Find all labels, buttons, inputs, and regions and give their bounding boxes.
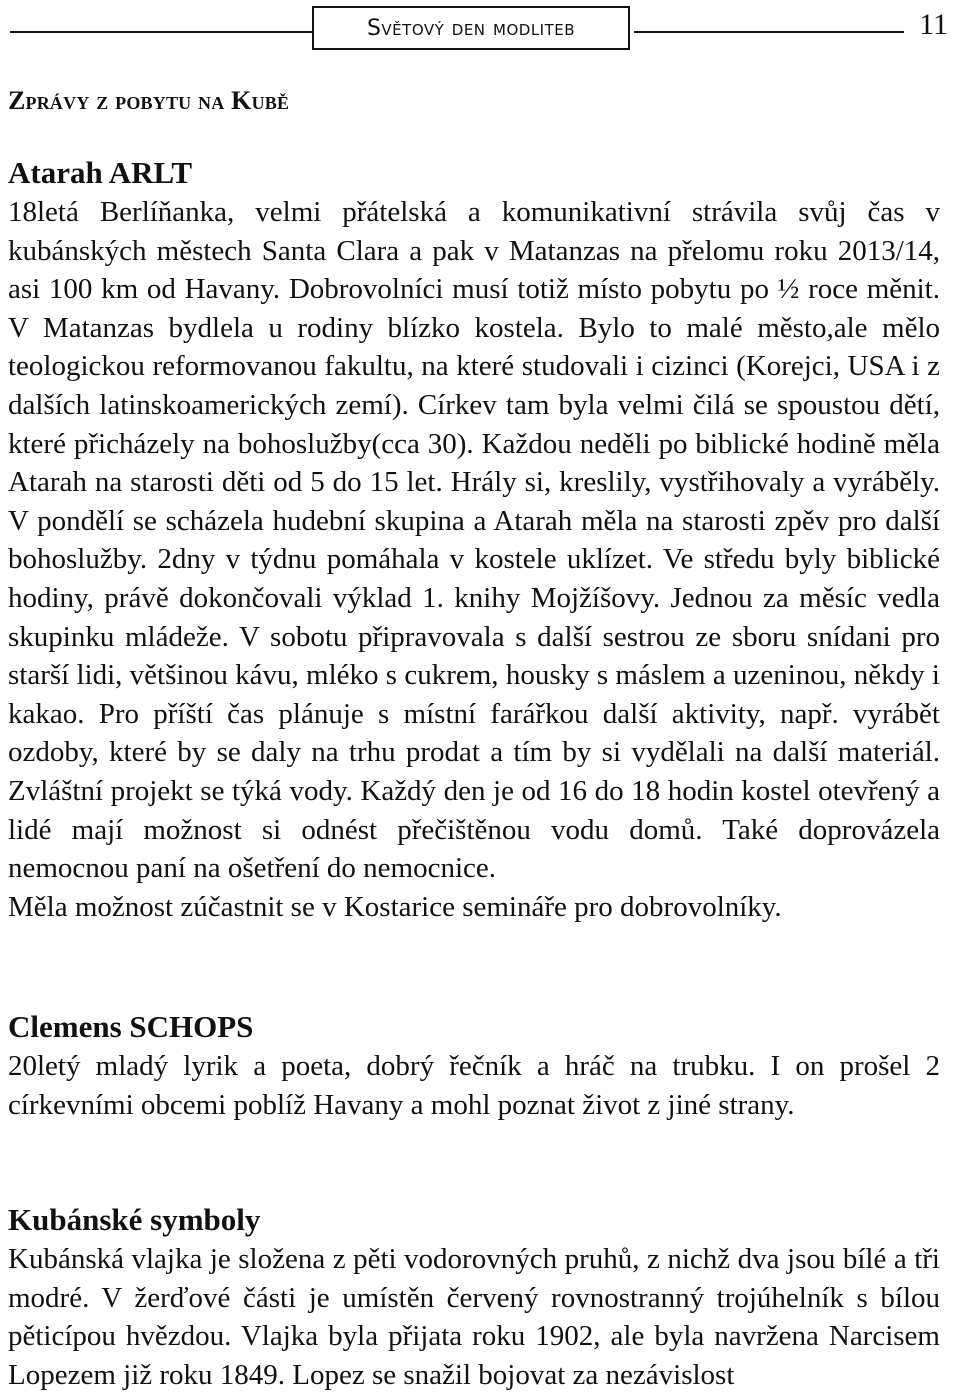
article-paragraph: 18letá Berlíňanka, velmi přátelská a komunikativní strávila svůj čas v kubánských městech Santa Clara a pak v Matanzas na přelomu roku 2013/14, asi 100 km od Havany. Dobrovolníci musí totiž místo pobytu po ½ roce měnit. V Matanzas bydlela u rodiny blízko kostela. Bylo to malé město,ale mělo teologickou reformovanou fakultu, na které studovali i cizinci (Korejci, USA i z dalších latinskoamerických zemí). Církev tam byla velmi čilá se spoustou dětí, které přicházely na bohoslužby(cca 30). Každou neděli po biblické hodině měla Atarah na starosti děti od 5 do 15 let. Hrály si, kreslily, vystřihovaly a vyráběly. V pondělí se scházela hudební skupina a Atarah měla na starosti zpěv pro další bohoslužby. 2dny v týdnu pomáhala v kostele uklízet. Ve středu byly biblické hodiny, právě dokončovali výklad 1. knihy Mojžíšovy. Jednou za měsíc vedla skupinku mládeže. V sobotu připravovala s další sestrou ze sboru snídani pro starší lidi, většinou kávu, mléko s cukrem, housky s máslem a uzeninou, někdy i kakao. Pro příští čas plánuje s místní farářkou další aktivity, např. vyrábět ozdoby, které by se daly na trhu prodat a tím by si vydělali na další materiál. Zvláštní projekt se týká vody. Každý den je od 16 do 18 hodin kostel otevřený a lidé mají možnost si odnést přečištěnou vodu domů. Také doprovázela nemocnou paní na ošetření do nemocnice.	[8, 196, 940, 885]
article-paragraph: Kubánská vlajka je složena z pěti vodorovných pruhů, z nichž dva jsou bílé a tři modré. V žerďové části je umístěn červený rovnostranný trojúhelník s bílou pěticípou hvězdou. Vlajka byla přijata roku 1902, ale byla navržena Narcisem Lopezem již roku 1849. Lopez se snažil bojovat za nezávislost	[8, 1243, 940, 1391]
page-number: 11	[919, 8, 948, 41]
article-heading: Atarah ARLT	[8, 155, 193, 190]
article-clemens-schops	[8, 1007, 940, 1124]
header-rule-right	[634, 31, 904, 33]
article-paragraph: Měla možnost zúčastnit se v Kostarice semináře pro dobrovolníky.	[8, 890, 782, 923]
article-paragraph: 20letý mladý lyrik a poeta, dobrý řečník a hráč na trubku. I on prošel 2 církevními obcemi poblíž Havany a mohl poznat život z jiné strany.	[8, 1050, 940, 1121]
header-rule-left	[10, 31, 312, 33]
running-header	[312, 6, 630, 50]
running-header-title: Světový den modliteb	[366, 15, 576, 41]
article-atarah-arlt	[8, 153, 940, 926]
section-title: Zprávy z pobytu na Kubě	[8, 86, 290, 115]
article-cuban-symbols	[8, 1200, 940, 1394]
article-heading: Clemens SCHOPS	[8, 1009, 254, 1044]
article-heading: Kubánské symboly	[8, 1202, 261, 1237]
